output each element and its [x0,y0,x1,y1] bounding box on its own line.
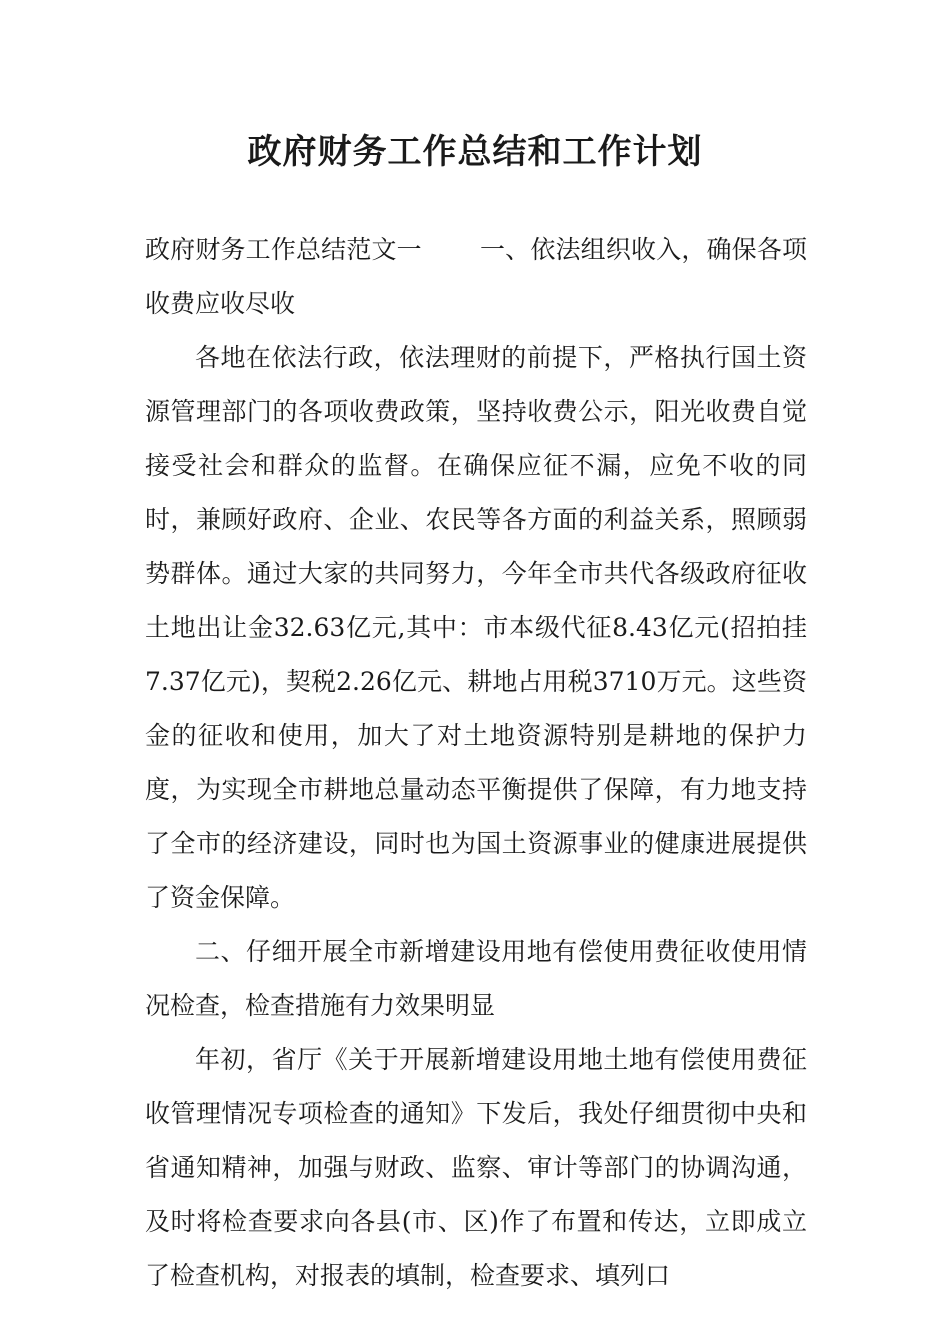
document-title: 政府财务工作总结和工作计划 [247,132,703,172]
intro-line [145,223,807,331]
paragraph-inspection: 年初，省厅《关于开展新增建设用地土地有偿使用费征收管理情况专项检查的通知》下发后，我处仔细贯彻中央和省通知精神，加强与财政、监察、审计等部门的协调沟通，及时将检查要求向各县(市、区)作了布置和传达，立即成立了检查机构，对报表的填制，检查要求、填列口 [145,1045,807,1290]
section-heading-1: 一、依法组织收入，确保各项收费应收尽收 [145,235,807,318]
section-heading-2: 二、仔细开展全市新增建设用地有偿使用费征收使用情况检查，检查措施有力效果明显 [145,937,807,1020]
intro-label: 政府财务工作总结范文一 [145,235,422,264]
paragraph-revenue: 各地在依法行政，依法理财的前提下，严格执行国土资源管理部门的各项收费政策，坚持收费公示，阳光收费自觉接受社会和群众的监督。在确保应征不漏，应免不收的同时，兼顾好政府、企业、农民等各方面的利益关系，照顾弱势群体。通过大家的共同努力，今年全市共代各级政府征收土地出让金32.63亿元,其中：市本级代征8.43亿元(招拍挂7.37亿元)，契税2.26亿元、耕地占用税3710万元。这些资金的征收和使用，加大了对土地资源特别是耕地的保护力度，为实现全市耕地总量动态平衡提供了保障，有力地支持了全市的经济建设，同时也为国土资源事业的健康进展提供了资金保障。 [145,343,807,912]
document-body [145,223,807,1303]
